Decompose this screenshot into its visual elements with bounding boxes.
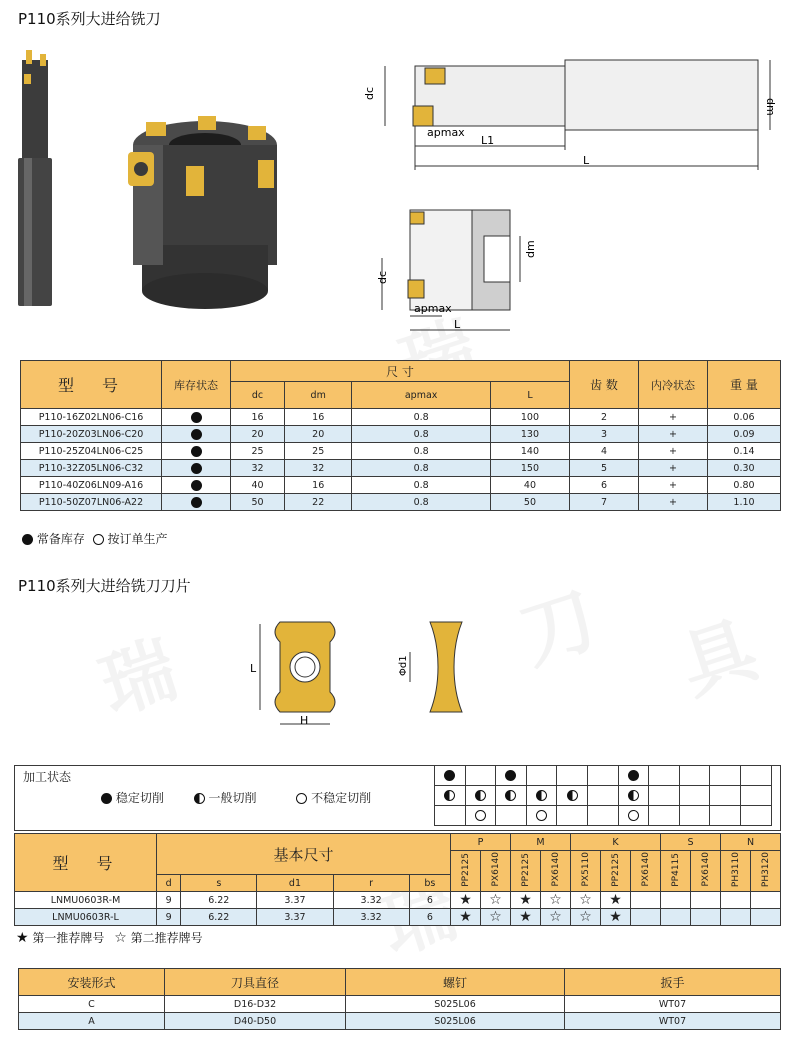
table-row <box>15 892 781 909</box>
condition-cell <box>435 786 466 806</box>
weight-cell: 0.06 <box>708 409 781 426</box>
grade-header <box>661 851 691 892</box>
weight-cell: 0.80 <box>708 477 781 494</box>
first-grade-star-icon: ★ <box>511 909 541 926</box>
condition-cell <box>557 786 588 806</box>
grade-header <box>571 851 601 892</box>
stock-cell <box>162 409 231 426</box>
bs-cell: 6 <box>409 909 450 926</box>
r-cell: 3.32 <box>333 909 409 926</box>
dm-cell: 25 <box>285 443 352 460</box>
insert-model-cell: LNMU0603R-L <box>15 909 157 926</box>
legend-stock-label: 常备库存 <box>36 532 85 546</box>
size-header: 尺 寸 <box>231 361 570 382</box>
grade-cell <box>631 892 661 909</box>
apmax-cell: 0.8 <box>352 460 491 477</box>
insert-icon <box>26 50 32 64</box>
table-row <box>19 996 781 1013</box>
grade-cell <box>661 892 691 909</box>
half-condition-icon <box>505 790 516 801</box>
teeth-cell: 2 <box>570 409 639 426</box>
model-cell: P110-25Z04LN06-C25 <box>21 443 162 460</box>
install-cell: WT07 <box>565 996 781 1013</box>
grade-header <box>751 851 781 892</box>
dc-cell: 16 <box>231 409 285 426</box>
r-cell: 3.32 <box>333 892 409 909</box>
model-header: 型 号 <box>21 361 162 409</box>
model-cell: P110-40Z06LN09-A16 <box>21 477 162 494</box>
dm-cell: 22 <box>285 494 352 511</box>
ring-condition-icon <box>628 810 639 821</box>
filled-condition-icon <box>444 770 455 781</box>
legend-first-label: 第一推荐牌号 <box>32 931 105 945</box>
col-L: L <box>490 382 569 409</box>
half-condition-icon <box>567 790 578 801</box>
first-grade-star-icon: ★ <box>451 909 481 926</box>
grade-label: PH3110 <box>730 851 741 888</box>
condition-cell <box>649 786 680 806</box>
condition-cell <box>679 786 710 806</box>
coolant-cell: + <box>639 477 708 494</box>
condition-cell <box>496 766 527 786</box>
ring-condition-icon <box>536 810 547 821</box>
group-S: S <box>661 834 721 851</box>
teeth-cell: 4 <box>570 443 639 460</box>
dim-dc-label: dc <box>363 86 376 100</box>
condition-cell <box>649 806 680 826</box>
legend-second-label: 第二推荐牌号 <box>130 931 203 945</box>
insert-drawing <box>240 612 500 732</box>
col-apmax: apmax <box>352 382 491 409</box>
install-cell: WT07 <box>565 1013 781 1030</box>
section-title: P110系列大进给铣刀 <box>18 10 161 28</box>
dim-L-label: L <box>583 154 590 167</box>
size-col-header: d1 <box>257 875 333 892</box>
table-row <box>19 1013 781 1030</box>
dc-cell: 32 <box>231 460 285 477</box>
condition-cell <box>465 786 496 806</box>
grade-header <box>601 851 631 892</box>
weight-header: 重 量 <box>708 361 781 409</box>
weight-cell: 0.09 <box>708 426 781 443</box>
grade-label: PP2125 <box>520 852 531 887</box>
dim-insert-d1: Φd1 <box>398 655 409 676</box>
grade-cell <box>721 909 751 926</box>
dim-insert-L: L <box>250 662 257 675</box>
legend-order-label: 按订单生产 <box>107 532 168 546</box>
grade-label: PX6140 <box>490 852 501 887</box>
stock-dot-icon <box>191 480 202 491</box>
table-row <box>21 443 781 460</box>
coolant-cell: + <box>639 409 708 426</box>
dim-dm-label: dm <box>764 98 777 116</box>
filled-dot-icon <box>22 534 33 545</box>
stock-dot-icon <box>191 412 202 423</box>
table-row <box>15 909 781 926</box>
stable-cut-label: 稳定切削 <box>115 791 164 805</box>
dm-cell: 16 <box>285 409 352 426</box>
condition-cell <box>679 766 710 786</box>
apmax-cell: 0.8 <box>352 443 491 460</box>
condition-cell <box>679 806 710 826</box>
insert-icon <box>146 122 166 136</box>
condition-cell <box>649 766 680 786</box>
d-cell: 9 <box>157 892 181 909</box>
install-screw-header: 螺钉 <box>346 969 565 996</box>
weight-cell: 0.14 <box>708 443 781 460</box>
stable-cut-icon <box>101 793 112 804</box>
size-col-header: d <box>157 875 181 892</box>
teeth-cell: 5 <box>570 460 639 477</box>
condition-cell <box>740 766 771 786</box>
condition-cell <box>496 806 527 826</box>
basic-size-header: 基本尺寸 <box>157 834 451 875</box>
watermark <box>665 591 768 715</box>
stock-dot-icon <box>191 463 202 474</box>
condition-grid <box>434 765 772 826</box>
condition-cell <box>557 806 588 826</box>
watermark <box>85 611 188 735</box>
install-cell: D16-D32 <box>165 996 346 1013</box>
grade-cell <box>691 909 721 926</box>
svg-text:L: L <box>454 318 461 331</box>
group-P: P <box>451 834 511 851</box>
condition-cell <box>618 766 649 786</box>
col-dm: dm <box>285 382 352 409</box>
size-col-header: bs <box>409 875 450 892</box>
grade-cell <box>661 909 691 926</box>
svg-text:apmax: apmax <box>414 302 452 315</box>
stock-legend <box>22 530 168 547</box>
hollow-star-icon: ☆ <box>114 930 127 946</box>
first-grade-star-icon: ★ <box>601 892 631 909</box>
ring-condition-icon <box>475 810 486 821</box>
grade-header <box>481 851 511 892</box>
svg-text:dc: dc <box>376 270 389 284</box>
apmax-cell: 0.8 <box>352 409 491 426</box>
general-cut-label: 一般切削 <box>208 791 257 805</box>
condition-cell <box>557 766 588 786</box>
grade-cell <box>691 892 721 909</box>
condition-label: 加工状态 <box>23 770 72 784</box>
tool-spec-table <box>20 360 781 511</box>
condition-cell <box>526 786 557 806</box>
condition-cell <box>465 766 496 786</box>
L-cell: 140 <box>490 443 569 460</box>
table-row <box>21 494 781 511</box>
condition-cell <box>435 806 466 826</box>
dim-L1-label: L1 <box>481 134 495 147</box>
half-condition-icon <box>475 790 486 801</box>
coolant-cell: + <box>639 426 708 443</box>
install-diameter-header: 刀具直径 <box>165 969 346 996</box>
grade-label: PX6140 <box>700 852 711 887</box>
unstable-cut-icon <box>296 793 307 804</box>
condition-cell <box>618 786 649 806</box>
grade-header <box>691 851 721 892</box>
install-cell: C <box>19 996 165 1013</box>
model-cell: P110-32Z05LN06-C32 <box>21 460 162 477</box>
condition-row <box>435 766 772 786</box>
condition-row <box>435 786 772 806</box>
dim-insert-H: H <box>300 714 309 727</box>
grade-label: PP4115 <box>670 852 681 887</box>
grade-cell <box>631 909 661 926</box>
insert-icon <box>40 54 46 66</box>
dc-cell: 40 <box>231 477 285 494</box>
grade-cell <box>751 892 781 909</box>
unstable-cut-label: 不稳定切削 <box>311 791 372 805</box>
grade-label: PP2125 <box>610 852 621 887</box>
dc-cell: 25 <box>231 443 285 460</box>
teeth-cell: 3 <box>570 426 639 443</box>
install-cell: S025L06 <box>346 1013 565 1030</box>
dc-cell: 50 <box>231 494 285 511</box>
table-row <box>21 409 781 426</box>
watermark <box>505 561 608 685</box>
condition-cell <box>710 786 741 806</box>
install-cell: S025L06 <box>346 996 565 1013</box>
L-cell: 40 <box>490 477 569 494</box>
coolant-cell: + <box>639 460 708 477</box>
table-row <box>21 426 781 443</box>
d-cell: 9 <box>157 909 181 926</box>
second-grade-star-icon: ☆ <box>481 892 511 909</box>
endmill-shank <box>18 158 52 306</box>
stock-cell <box>162 426 231 443</box>
second-grade-star-icon: ☆ <box>541 909 571 926</box>
teeth-header: 齿 数 <box>570 361 639 409</box>
half-condition-icon <box>628 790 639 801</box>
L-cell: 130 <box>490 426 569 443</box>
second-grade-star-icon: ☆ <box>571 892 601 909</box>
install-cell: A <box>19 1013 165 1030</box>
L-cell: 50 <box>490 494 569 511</box>
condition-cell <box>587 786 618 806</box>
condition-cell <box>618 806 649 826</box>
grade-label: PX6140 <box>550 852 561 887</box>
weight-cell: 0.30 <box>708 460 781 477</box>
first-grade-star-icon: ★ <box>601 909 631 926</box>
install-table <box>18 968 781 1030</box>
L-cell: 100 <box>490 409 569 426</box>
apmax-cell: 0.8 <box>352 426 491 443</box>
stock-cell <box>162 460 231 477</box>
half-condition-icon <box>536 790 547 801</box>
group-K: K <box>571 834 661 851</box>
size-col-header: s <box>181 875 257 892</box>
condition-cell <box>587 766 618 786</box>
condition-cell <box>740 786 771 806</box>
condition-cell <box>465 806 496 826</box>
condition-cell <box>710 766 741 786</box>
insert-model-header: 型 号 <box>15 834 157 892</box>
condition-row <box>435 806 772 826</box>
stock-header: 库存状态 <box>162 361 231 409</box>
model-cell: P110-16Z02LN06-C16 <box>21 409 162 426</box>
general-cut-icon <box>194 793 205 804</box>
grade-header <box>451 851 481 892</box>
stock-cell <box>162 443 231 460</box>
filled-star-icon: ★ <box>16 930 29 946</box>
condition-cell <box>496 786 527 806</box>
d1-cell: 3.37 <box>257 909 333 926</box>
grade-header <box>511 851 541 892</box>
shank-tool-drawing <box>365 48 785 188</box>
install-cell: D40-D50 <box>165 1013 346 1030</box>
filled-condition-icon <box>628 770 639 781</box>
half-condition-icon <box>444 790 455 801</box>
coolant-header: 内冷状态 <box>639 361 708 409</box>
grade-label: PX5110 <box>580 852 591 887</box>
stock-dot-icon <box>191 446 202 457</box>
hollow-dot-icon <box>93 534 104 545</box>
model-cell: P110-20Z03LN06-C20 <box>21 426 162 443</box>
grade-header <box>721 851 751 892</box>
condition-cell <box>587 806 618 826</box>
group-M: M <box>511 834 571 851</box>
stock-dot-icon <box>191 429 202 440</box>
arbor-tool-drawing <box>372 200 542 340</box>
size-col-header: r <box>333 875 409 892</box>
svg-text:dm: dm <box>524 240 537 258</box>
s-cell: 6.22 <box>181 892 257 909</box>
dm-cell: 16 <box>285 477 352 494</box>
grade-cell <box>751 909 781 926</box>
install-type-header: 安装形式 <box>19 969 165 996</box>
grade-label: PH3120 <box>760 851 771 888</box>
second-grade-star-icon: ☆ <box>481 909 511 926</box>
dm-cell: 20 <box>285 426 352 443</box>
apmax-cell: 0.8 <box>352 477 491 494</box>
d1-cell: 3.37 <box>257 892 333 909</box>
filled-condition-icon <box>505 770 516 781</box>
stock-cell <box>162 494 231 511</box>
second-grade-star-icon: ☆ <box>571 909 601 926</box>
first-grade-star-icon: ★ <box>511 892 541 909</box>
grade-legend <box>16 929 203 946</box>
insert-spec-table <box>14 833 781 926</box>
condition-cell <box>740 806 771 826</box>
stock-dot-icon <box>191 497 202 508</box>
group-N: N <box>721 834 781 851</box>
coolant-cell: + <box>639 443 708 460</box>
coolant-cell: + <box>639 494 708 511</box>
grade-label: PX6140 <box>640 852 651 887</box>
insert-model-cell: LNMU0603R-M <box>15 892 157 909</box>
teeth-cell: 7 <box>570 494 639 511</box>
section-title-insert: P110系列大进给铣刀刀片 <box>18 577 191 595</box>
condition-cell <box>435 766 466 786</box>
teeth-cell: 6 <box>570 477 639 494</box>
grade-header <box>631 851 661 892</box>
stock-cell <box>162 477 231 494</box>
first-grade-star-icon: ★ <box>451 892 481 909</box>
s-cell: 6.22 <box>181 909 257 926</box>
condition-cell <box>526 806 557 826</box>
grade-cell <box>721 892 751 909</box>
apmax-cell: 0.8 <box>352 494 491 511</box>
bs-cell: 6 <box>409 892 450 909</box>
second-grade-star-icon: ☆ <box>541 892 571 909</box>
condition-cell <box>710 806 741 826</box>
condition-cell <box>526 766 557 786</box>
table-row <box>21 460 781 477</box>
table-row <box>21 477 781 494</box>
col-dc: dc <box>231 382 285 409</box>
grade-header <box>541 851 571 892</box>
model-cell: P110-50Z07LN06-A22 <box>21 494 162 511</box>
install-wrench-header: 扳手 <box>565 969 781 996</box>
weight-cell: 1.10 <box>708 494 781 511</box>
grade-label: PP2125 <box>460 852 471 887</box>
dim-apmax-label: apmax <box>427 126 465 139</box>
tool-photos <box>10 40 310 320</box>
dc-cell: 20 <box>231 426 285 443</box>
dm-cell: 32 <box>285 460 352 477</box>
L-cell: 150 <box>490 460 569 477</box>
